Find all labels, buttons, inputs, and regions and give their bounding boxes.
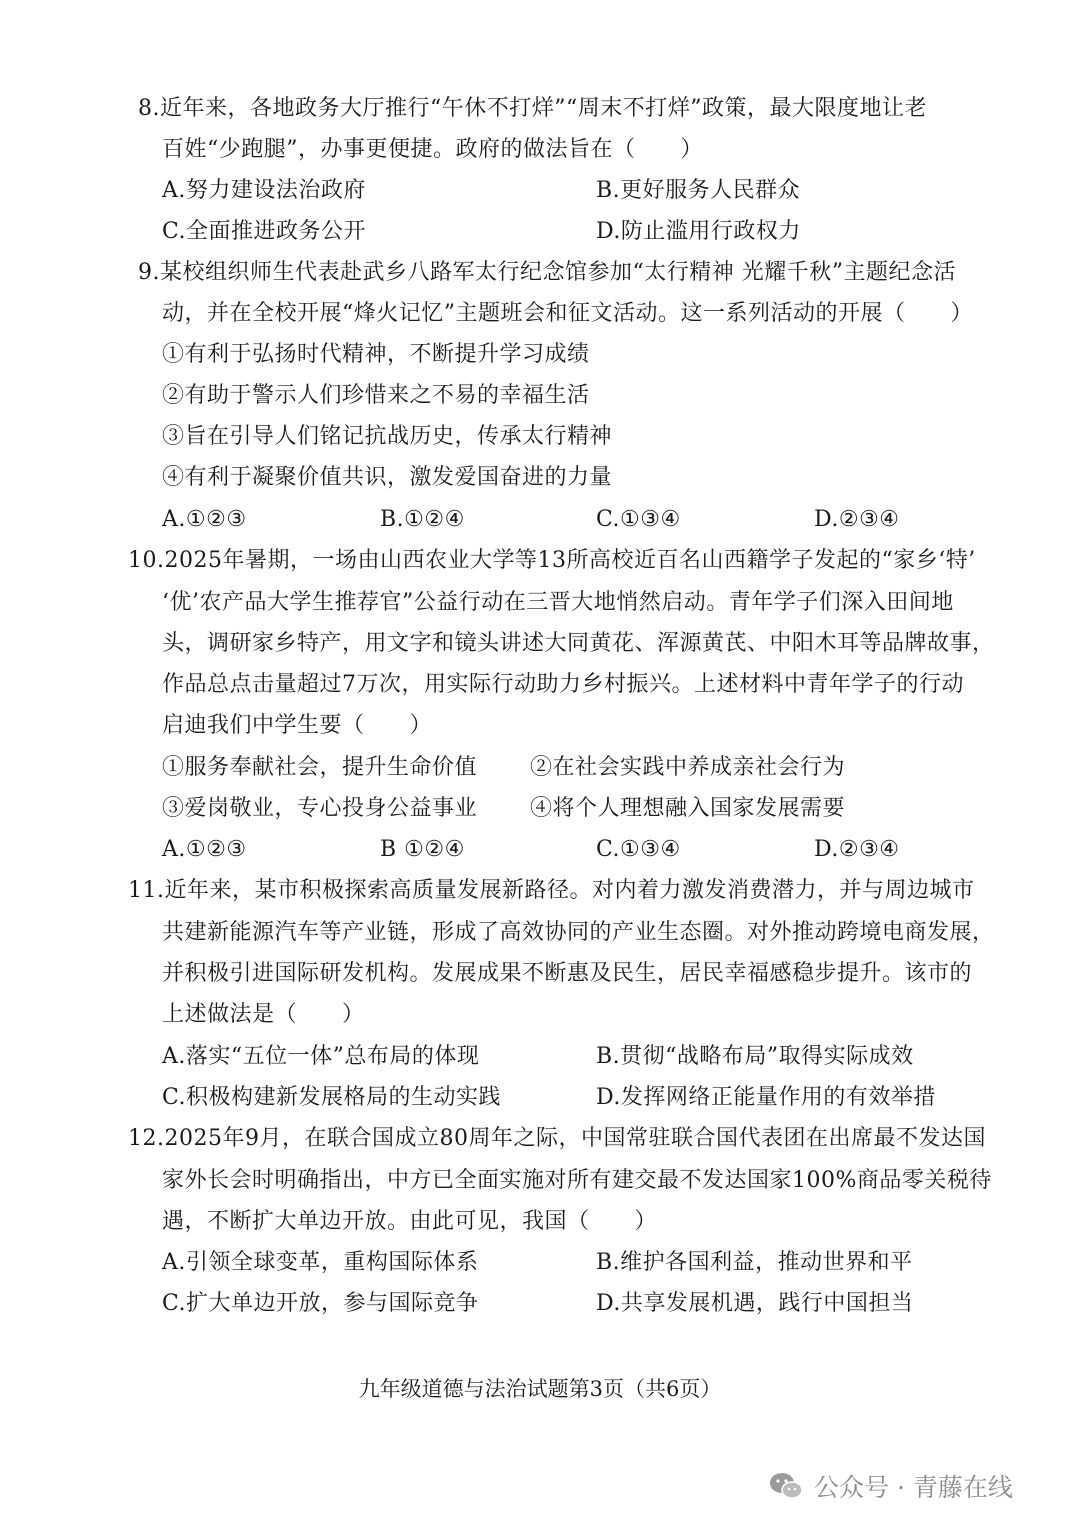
q11-option-d: D.发挥网络正能量作用的有效举措 bbox=[596, 1085, 936, 1110]
q10-option-b: B ①②④ bbox=[380, 837, 465, 862]
q9-option-c: C.①③④ bbox=[596, 507, 681, 532]
q8-option-d: D.防止滥用行政权力 bbox=[596, 219, 801, 244]
q12-option-b: B.维护各国利益，推动世界和平 bbox=[596, 1250, 913, 1275]
q11-stem-line: 共建新能源汽车等产业链，形成了高效协同的产业生态圈。对外推动跨境电商发展， bbox=[162, 920, 995, 945]
q9-statement-1: ①有利于弘扬时代精神，不断提升学习成绩 bbox=[162, 342, 590, 367]
q9-statement-4: ④有利于凝聚价值共识，激发爱国奋进的力量 bbox=[162, 465, 613, 490]
q10-stem-line: 启迪我们中学生要（ ） bbox=[162, 713, 433, 738]
wechat-icon bbox=[768, 1470, 804, 1502]
q10-option-c: C.①③④ bbox=[596, 837, 681, 862]
q10-stem-line: 作品总点击量超过7万次，用实际行动助力乡村振兴。上述材料中青年学子的行动 bbox=[162, 672, 964, 697]
q9-option-b: B.①②④ bbox=[380, 507, 465, 532]
q12-option-c: C.扩大单边开放，参与国际竞争 bbox=[162, 1291, 479, 1316]
q10-statement-4: ④将个人理想融入国家发展需要 bbox=[530, 796, 846, 821]
q10-option-d: D.②③④ bbox=[814, 837, 900, 862]
q11-option-a: A.落实“五位一体”总布局的体现 bbox=[162, 1044, 480, 1069]
q9-stem-line: 动，并在全校开展“烽火记忆”主题班会和征文活动。这一系列活动的开展（ ） bbox=[162, 301, 973, 326]
q9-stem-line: 9.某校组织师生代表赴武乡八路军太行纪念馆参加“太行精神 光耀千秋”主题纪念活 bbox=[138, 260, 956, 285]
q10-statement-1: ①服务奉献社会，提升生命价值 bbox=[162, 755, 478, 780]
q10-option-a: A.①②③ bbox=[162, 837, 247, 862]
q11-stem-line: 上述做法是（ ） bbox=[162, 1002, 365, 1027]
q8-option-a: A.努力建设法治政府 bbox=[162, 178, 366, 203]
q9-option-d: D.②③④ bbox=[814, 507, 900, 532]
q10-stem-line: ‘优’农产品大学生推荐官”公益行动在三晋大地悄然启动。青年学子们深入田间地 bbox=[162, 590, 954, 615]
q11-stem-line: 并积极引进国际研发机构。发展成果不断惠及民生，居民幸福感稳步提升。该市的 bbox=[162, 961, 973, 986]
page-footer: 九年级道德与法治试题第3页（共6页） bbox=[358, 1377, 722, 1401]
q8-option-b: B.更好服务人民群众 bbox=[596, 178, 801, 203]
q10-stem-line: 10.2025年暑期，一场由山西农业大学等13所高校近百名山西籍学子发起的“家乡‘特’ bbox=[128, 548, 976, 573]
watermark-text: 公众号 · 青藤在线 bbox=[814, 1473, 1013, 1502]
q10-statement-3: ③爱岗敬业，专心投身公益事业 bbox=[162, 796, 478, 821]
q8-stem-line: 8.近年来，各地政务大厅推行“午休不打烊”“周末不打烊”政策，最大限度地让老 bbox=[138, 96, 927, 121]
q12-stem-line: 12.2025年9月，在联合国成立80周年之际，中国常驻联合国代表团在出席最不发达国 bbox=[128, 1126, 986, 1151]
q9-statement-2: ②有助于警示人们珍惜来之不易的幸福生活 bbox=[162, 383, 590, 408]
q12-option-d: D.共享发展机遇，践行中国担当 bbox=[596, 1291, 914, 1316]
q9-statement-3: ③旨在引导人们铭记抗战历史，传承太行精神 bbox=[162, 424, 613, 449]
q8-stem-line: 百姓“少跑腿”，办事更便捷。政府的做法旨在（ ） bbox=[162, 137, 703, 162]
watermark bbox=[768, 1466, 1013, 1506]
q10-stem-line: 头，调研家乡特产，用文字和镜头讲述大同黄花、浑源黄芪、中阳木耳等品牌故事， bbox=[162, 631, 995, 656]
q12-stem-line: 家外长会时明确指出，中方已全面实施对所有建交最不发达国家100%商品零关税待 bbox=[162, 1168, 992, 1193]
q11-option-b: B.贯彻“战略布局”取得实际成效 bbox=[596, 1044, 914, 1069]
q11-stem-line: 11.近年来，某市积极探索高质量发展新路径。对内着力激发消费潜力，并与周边城市 bbox=[128, 878, 975, 903]
q8-option-c: C.全面推进政务公开 bbox=[162, 219, 367, 244]
q12-option-a: A.引领全球变革，重构国际体系 bbox=[162, 1250, 479, 1275]
q9-option-a: A.①②③ bbox=[162, 507, 247, 532]
q12-stem-line: 遇，不断扩大单边开放。由此可见，我国（ ） bbox=[162, 1209, 658, 1234]
q11-option-c: C.积极构建新发展格局的生动实践 bbox=[162, 1085, 502, 1110]
q10-statement-2: ②在社会实践中养成亲社会行为 bbox=[530, 755, 846, 780]
